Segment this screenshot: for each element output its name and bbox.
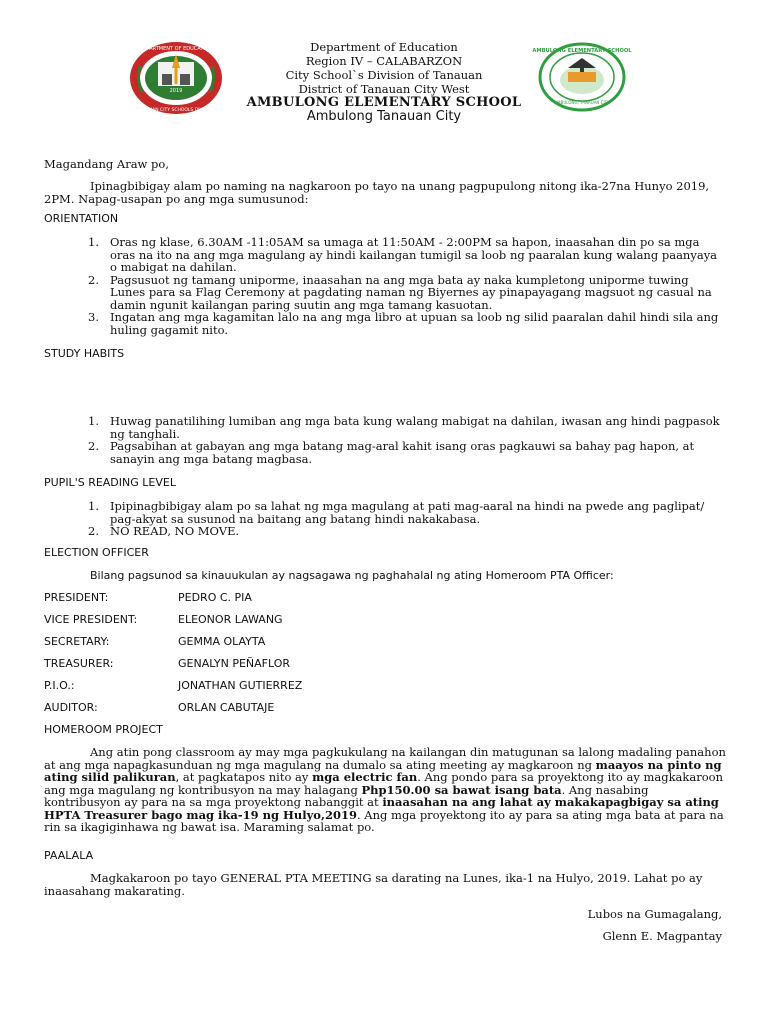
- list-item: 2. NO READ, NO MOVE.: [88, 524, 240, 538]
- header-school-name: AMBULONG ELEMENTARY SCHOOL: [246, 95, 522, 110]
- header-region: Region IV – CALABARZON: [305, 54, 463, 68]
- officer-row: SECRETARY: GEMMA OLAYTA: [44, 635, 266, 648]
- svg-text:2019: 2019: [169, 88, 183, 94]
- section-title-study-habits: STUDY HABITS: [44, 347, 125, 360]
- list-item: 1. Oras ng klase, 6.30AM -11:05AM sa umaga at 11:50AM - 2:00PM sa hapon, inaasahan din po sa mga oras na ito na ang mga magulang ay hindi kailangan tumigil sa loob ng paaralan kung walang paanyaya o mabigat na dahilan.: [88, 235, 718, 274]
- project-highlight: mga electric fan: [312, 770, 418, 784]
- svg-text:TANAUAN CITY SCHOOLS DIVISION: TANAUAN CITY SCHOOLS DIVISION: [136, 108, 216, 113]
- officer-row: PRESIDENT: PEDRO C. PIA: [44, 591, 252, 604]
- paalala-paragraph: Magkakaroon po tayo GENERAL PTA MEETING sa darating na Lunes, ika-1 na Hulyo, 2019. Lahat po ay inaasahang makarating.: [44, 871, 703, 898]
- section-title-election-officer: ELECTION OFFICER: [44, 546, 149, 559]
- orientation-list: [88, 236, 720, 336]
- section-title-orientation: ORIENTATION: [44, 212, 119, 225]
- list-item: 1. Huwag panatilihing lumiban ang mga bata kung walang mabigat na dahilan, iwasan ang hindi pagpasok ng tanghali.: [88, 414, 720, 441]
- project-highlight: inaasahan na ang lahat ay makakapagbigay sa ating HPTA Treasurer bago mag ika-19 ng Hulyo,2019: [44, 795, 719, 822]
- study-habits-list: [88, 415, 720, 465]
- closing-salutation: Lubos na Gumagalang,: [587, 907, 722, 921]
- section-title-paalala: PAALALA: [44, 849, 94, 862]
- section-title-reading-level: PUPIL'S READING LEVEL: [44, 476, 176, 489]
- list-item: 3. Ingatan ang mga kagamitan lalo na ang mga libro at upuan sa loob ng silid paaralan dahil hindi sila ang huling gagamit nito.: [88, 310, 719, 337]
- header-district: District of Tanauan City West: [298, 82, 470, 96]
- election-intro: Bilang pagsunod sa kinauukulan ay nagsagawa ng paghahalal ng ating Homeroom PTA Officer:: [90, 569, 614, 582]
- project-paragraph: Ang atin pong classroom ay may mga pagkukulang na kailangan din matugunan sa lalong madaling panahon at ang mga napagkasunduan ng mga magulang na dumalo sa ating meeting ay magkaroon ng maayos na pinto ng ating silid palikuran, at pagkatapos nito ay mga electric fan. Ang pondo para sa proyektong ito ay magkakaroon ang mga magulang ng kontribusyon na may halagang Php150.00 sa bawat isang bata. Ang nasabing kontribusyon ay para na sa mga proyektong nabanggit at inaasahan na ang lahat ay makakapagbigay sa ating HPTA Treasurer bago mag ika-19 ng Hulyo,2019. Ang mga proyektong ito ay para sa ating mga bata at para na rin sa ikagiginhawa ng bawat isa. Maraming salamat po.: [44, 745, 726, 834]
- officer-row: VICE PRESIDENT: ELEONOR LAWANG: [44, 613, 283, 626]
- svg-text:AMBULONG ELEMENTARY SCHOOL: AMBULONG ELEMENTARY SCHOOL: [532, 48, 632, 54]
- project-highlight: maayos na pinto ng ating silid palikuran: [44, 757, 722, 784]
- list-item: 1. Ipipinagbibigay alam po sa lahat ng mga magulang at pati mag-aaral na hindi na pwede ang paglipat/ pag-akyat sa susunod na baitang ang batang hindi nakakabasa.: [88, 499, 705, 526]
- header-school-city: Ambulong Tanauan City: [306, 109, 462, 124]
- school-seal-logo: [532, 42, 632, 112]
- letterhead: [232, 40, 536, 124]
- list-item: 2. Pagsusuot ng tamang uniporme, inaasahan na ang mga bata ay naka kumpletong uniporme tuwing Lunes para sa Flag Ceremony at pagdating naman ng Biyernes ay pinapayagang magsuot ng casual na damin ngunit kailangan paring suutin ang mga tamang kasuotan.: [88, 272, 712, 312]
- officer-row: AUDITOR: ORLAN CABUTAJE: [44, 701, 275, 714]
- section-title-homeroom-project: HOMEROOM PROJECT: [44, 723, 163, 736]
- greeting: Magandang Araw po,: [44, 157, 169, 171]
- officer-row: TREASURER: GENALYN PEÑAFLOR: [44, 657, 291, 670]
- svg-text:AMBULONG, TANAUAN CITY: AMBULONG, TANAUAN CITY: [554, 100, 610, 105]
- project-highlight: Php150.00 sa bawat isang bata: [361, 782, 562, 797]
- reading-level-list: [88, 500, 720, 538]
- header-division: City School`s Division of Tanauan: [285, 68, 483, 82]
- header-department: Department of Education: [310, 40, 458, 54]
- officer-row: P.I.O.: JONATHAN GUTIERREZ: [44, 679, 303, 692]
- deped-seal-logo: [128, 40, 224, 116]
- signatory-name: Glenn E. Magpantay: [602, 929, 722, 943]
- svg-text:DEPARTMENT OF EDUCATION: DEPARTMENT OF EDUCATION: [139, 46, 213, 52]
- list-item: 2. Pagsabihan at gabayan ang mga batang mag-aral kahit isang oras pagkauwi sa bahay pag hapon, at sanayin ang mga batang magbasa.: [88, 439, 695, 466]
- intro-paragraph: Ipinagbibigay alam po naming na nagkaroon po tayo na unang pagpupulong nitong ika-27na Hunyo 2019, 2PM. Napag-usapan po ang mga sumusunod:: [44, 179, 710, 206]
